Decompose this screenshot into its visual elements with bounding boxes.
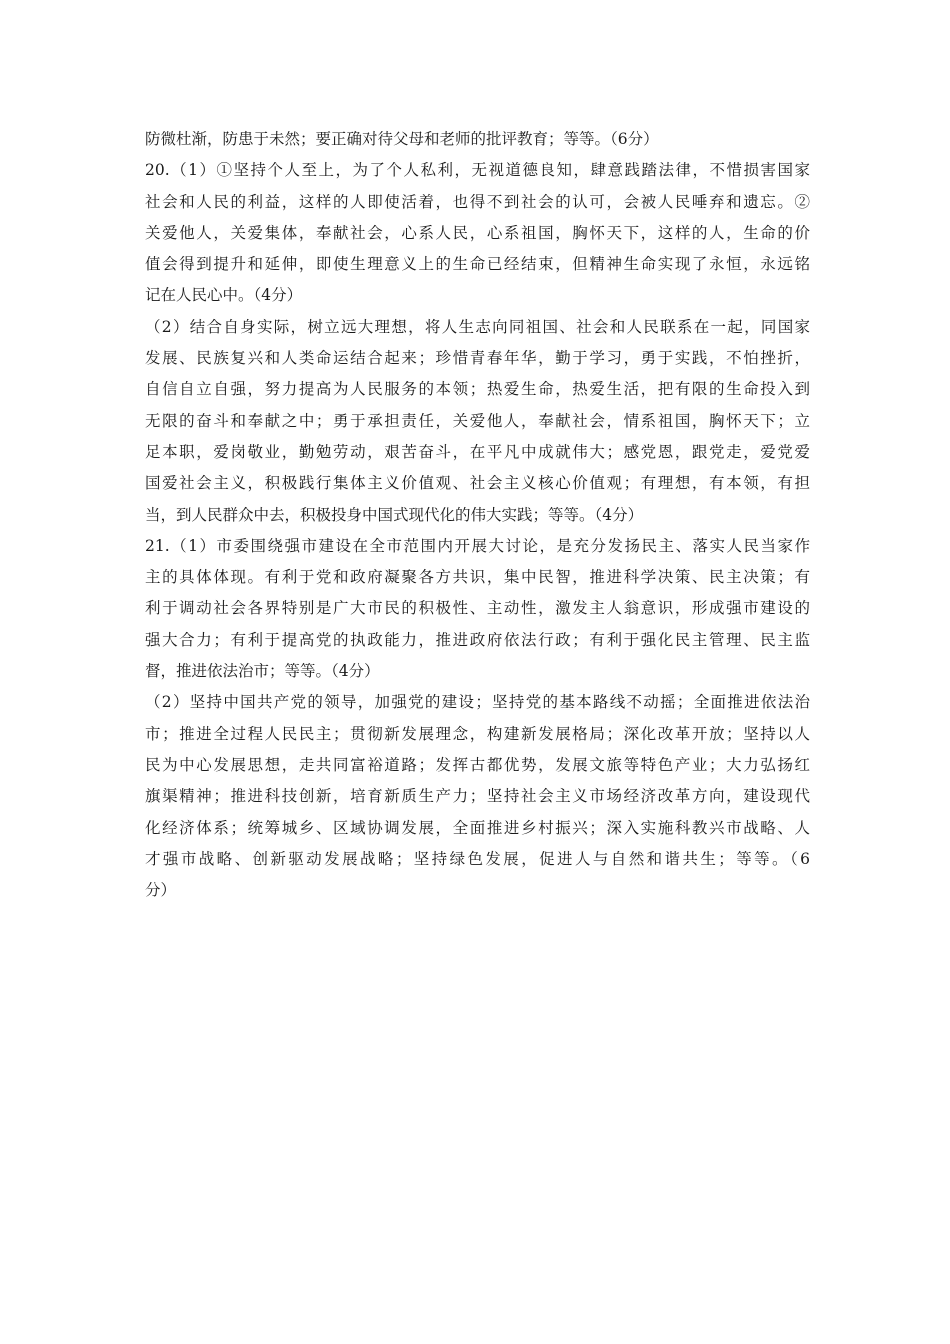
text-line: 强大合力；有利于提高党的执政能力，推进政府依法行政；有利于强化民主管理、民主监 [145,630,810,649]
text-line: 当，到人民群众中去，积极投身中国式现代化的伟大实践；等等。（4分） [145,505,644,524]
text-line: 利于调动社会各界特别是广大市民的积极性、主动性，激发主人翁意识，形成强市建设的 [145,599,810,618]
text-line: 旗渠精神；推进科技创新，培育新质生产力；坚持社会主义市场经济改革方向，建设现代 [145,787,810,806]
text-line: 足本职，爱岗敬业，勤勉劳动，艰苦奋斗，在平凡中成就伟大；感党恩，跟党走，爱党爱 [145,442,810,461]
text-line: （2）结合自身实际，树立远大理想，将人生志向同祖国、社会和人民联系在一起，同国家 [145,317,810,336]
text-line: 记在人民心中。（4分） [145,286,303,305]
text-line: 国爱社会主义，积极践行集体主义价值观、社会主义核心价值观；有理想，有本领，有担 [145,474,810,493]
text-line: 防微杜渐，防患于未然；要正确对待父母和老师的批评教育；等等。（6分） [145,130,659,148]
text-line: 主的具体体现。有利于党和政府凝聚各方共识，集中民智，推进科学决策、民主决策；有 [145,568,810,587]
text-line: 分） [145,881,177,900]
text-line: 关爱他人，关爱集体，奉献社会，心系人民，心系祖国，胸怀天下，这样的人，生命的价 [145,223,810,242]
text-line: 无限的奋斗和奉献之中；勇于承担责任，关爱他人，奉献社会，情系祖国，胸怀天下；立 [145,411,810,430]
text-line: 自信自立自强，努力提高为人民服务的本领；热爱生命，热爱生活，把有限的生命投入到 [145,380,810,399]
answer-text-block [145,124,810,906]
text-line: 市；推进全过程人民民主；贯彻新发展理念，构建新发展格局；深化改革开放；坚持以人 [145,724,810,743]
text-line: 化经济体系；统筹城乡、区域协调发展，全面推进乡村振兴；深入实施科教兴市战略、人 [145,818,810,837]
text-line: 民为中心发展思想，走共同富裕道路；发挥古都优势，发展文旅等特色产业；大力弘扬红 [145,755,810,774]
text-line: 值会得到提升和延伸，即使生理意义上的生命已经结束，但精神生命实现了永恒，永远铭 [145,255,810,274]
text-line: 才强市战略、创新驱动发展战略；坚持绿色发展，促进人与自然和谐共生；等等。（6 [145,849,810,868]
text-line: （2）坚持中国共产党的领导，加强党的建设；坚持党的基本路线不动摇；全面推进依法治 [145,693,810,712]
text-line: 发展、民族复兴和人类命运结合起来；珍惜青春年华，勤于学习，勇于实践，不怕挫折， [145,349,810,368]
text-line: 20.（1）①坚持个人至上，为了个人私利，无视道德良知，肆意践踏法律，不惜损害国家 [145,161,810,180]
text-line: 21.（1）市委围绕强市建设在全市范围内开展大讨论，是充分发扬民主、落实人民当家作 [145,536,810,555]
text-line: 督，推进依法治市；等等。（4分） [145,662,380,681]
text-line: 社会和人民的利益，这样的人即使活着，也得不到社会的认可，会被人民唾弃和遗忘。② [145,192,810,211]
